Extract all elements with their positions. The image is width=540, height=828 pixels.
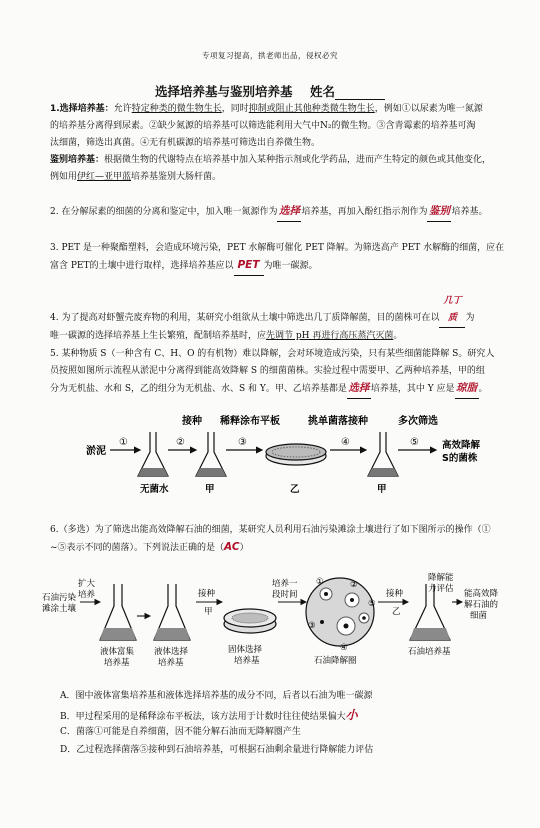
fig2-oilmed-label: 石油培养基 [408,647,451,657]
fig2-soil-line-1: 石油污染 [42,593,77,603]
q5-text: 培养基，其中 Y 应是 [370,384,455,394]
option-b [60,706,500,723]
question-1 [50,101,510,186]
q4-text: 为 [465,313,475,323]
q2-handwritten-answer-1: 选择 [278,205,300,217]
fig1-label-jia-1: 甲 [205,484,215,495]
fig2-cult-line-2: 段时间 [272,590,298,600]
fig2-assess-line-1: 降解能 [428,573,454,583]
fig1-result-line-1: 高效降解 [442,440,481,451]
q6-handwritten-answer: AC [224,541,240,553]
fig2-flask-rich-medium [100,584,136,640]
fig1-label-pick: 挑单菌落接种 [308,416,368,427]
option-d: D．乙过程选择菌落⑤接种到石油培养基，可根据石油剩余量进行降解能力评估 [60,745,374,755]
option-b-handwritten-mark: 小 [345,708,358,722]
q3-line-1: 3. PET 是一种聚酯塑料，会造成环境污染，PET 水解酶可催化 PET 降解。为筛选高产 PET 水解酶的细菌，应在 [50,243,505,253]
fig2-inoc-label-1: 接种 [198,589,216,599]
fig2-jia-label: 甲 [204,607,213,617]
fig1-step-5: ⑤ [410,437,419,448]
q2-text: 培养基，再加入酚红指示剂作为 [301,207,428,217]
q4-blank [439,293,465,328]
q1-text: ，例如①以尿素为唯一氮源 [374,104,483,114]
q1-underline-3: 伊红—亚甲蓝 [77,172,132,182]
q2-text: 培养基。 [451,207,488,217]
q1-text: ，同时 [221,104,249,114]
fig2-solid-line-1: 固体选择 [228,645,263,655]
question-4 [50,293,510,345]
fig2-flask-selective-medium [154,584,190,640]
q3-text: 为唯一碳源。 [263,261,318,271]
question-2 [50,203,510,222]
q4-text: 4. 为了提高对虾蟹壳废弃物的利用，某研究小组欲从土壤中筛选出几丁质降解菌，目的菌株可在以 [50,313,440,323]
question-3 [50,240,510,276]
fig1-step-3: ③ [238,437,247,448]
q5-handwritten-answer-1: 选择 [348,382,370,394]
fig1-flask-medium-jia-1 [196,432,226,476]
fig2-solid-medium-dish [224,609,276,633]
fig1-flask-sterile-water [138,432,168,476]
fig2-solid-line-2: 培养基 [234,656,260,666]
fig2-yi-label: 乙 [392,607,401,617]
q1-line-2: 的培养基分离得到尿素。②缺少氮源的培养基可以筛选能利用大气中N₂的微生物。③含青霉素的培养基可淘 [50,121,476,131]
q2-text: 2. 在分解尿素的细菌的分离和鉴定中，加入唯一氮源作为 [50,207,278,217]
q1-text: 根据微生物的代谢特点在培养基中加入某种指示剂或化学药品，进而产生特定的颜色或其他变化， [104,155,492,165]
fig2-rich-line-2: 培养基 [104,658,130,668]
fig2-rich-line-1: 液体富集 [100,647,135,657]
fig2-cult-line-1: 培养一 [272,579,298,589]
figure-1-isolation-flow [0,410,540,510]
option-b-text: B．甲过程采用的是稀释涂布平板法，该方法用于计数时往往使结果偏大 [60,712,346,722]
page-header: 专项复习提高，拱老师出品，侵权必究 [202,51,338,60]
figure-2-oil-degrading-screen [0,566,540,678]
q1-underline-2: 抑制或阻止其他种类微生物生长 [248,104,375,114]
q1-underline-1: 特定种类的微生物生长 [131,104,222,114]
fig1-mud: 淤泥 [86,446,106,457]
fig1-flask-medium-jia-2 [368,432,398,476]
fig1-label-spread: 稀释涂布平板 [220,416,280,427]
option-a: A．图中液体富集培养基和液体选择培养基的成分不同，后者以石油为唯一碳源 [60,691,373,701]
fig1-label-sterile-water: 无菌水 [140,484,169,495]
q5-line-2: 员按照如图所示流程从淤泥中分离得到能高效降解 S 的细菌菌株。实验过程中需要甲、乙两种培养基，甲的组 [50,366,485,376]
q1-text: 例如用 [50,172,78,182]
q3-text: 富含 PET的土壤中进行取样，选择培养基应以 [50,261,234,271]
fig2-assess-line-2: 力评估 [428,584,454,594]
fig1-label-inoculate: 接种 [182,416,202,427]
q5-handwritten-answer-2: 琼脂 [456,382,478,394]
q4-handwritten-answer: 几丁质 [443,296,462,323]
q5-line-1: 5. 某种物质 S（一种含有 C、H、O 的有机物）难以降解，会对环境造成污染，只有某些细菌能降解 S。研究人 [50,349,495,359]
option-c: C．菌落①可能是自养细菌，因不能分解石油而无降解圈产生 [60,727,301,737]
fig1-step-4: ④ [341,437,350,448]
fig2-result-line-1: 能高效降 [464,589,499,599]
fig2-expand-line-2: 培养 [78,590,96,600]
q2-handwritten-answer-2: 鉴别 [428,205,450,217]
fig2-sel-line-1: 液体选择 [154,647,189,657]
fig2-colony-4: ④ [340,643,348,653]
fig2-circle-label: 石油降解圈 [314,656,357,666]
fig1-label-jia-2: 甲 [377,484,387,495]
q2-blank-1 [277,203,301,222]
fig2-inoc-label-2: 接种 [386,589,404,599]
question-5 [50,346,510,399]
q4-text: 唯一碳源的选择培养基上生长繁殖，配制培养基时，应 [50,331,267,341]
q6-text: ~⑤表示不同的菌落）。下列说法正确的是（ [50,543,225,553]
title-text: 选择培养基与鉴别培养基 [155,84,293,99]
q5-text: 。 [478,384,488,394]
name-blank [335,89,385,100]
q3-blank [234,257,264,276]
fig1-label-screen: 多次筛选 [398,416,438,427]
page-title [0,82,540,100]
q2-blank-2 [427,203,451,222]
q4-underline: 先调节 pH 再进行高压蒸汽灭菌 [266,331,394,341]
q3-handwritten-answer: PET [237,259,260,271]
fig2-soil-line-2: 滩涂土壤 [42,604,77,614]
fig2-colony-2: ② [350,580,358,590]
q4-text: 。 [393,331,403,341]
q1-line-3: 汰细菌，筛选出真菌。④无有机碳源的培养基可筛选出自养微生物。 [50,138,321,148]
fig2-oil-plate [306,578,374,646]
fig1-petri-dish [266,444,326,465]
fig2-colony-1: ① [316,577,324,587]
q5-text: 分为无机盐、水和 S，乙的组分为无机盐、水、S 和 Y。甲、乙培养基都是 [50,384,347,394]
fig1-step-2: ② [176,437,185,448]
fig2-expand-line-1: 扩大 [78,579,96,589]
question-6 [50,522,510,557]
q1-label-differential: 鉴别培养基： [50,155,105,165]
q1-text: 允许 [113,104,132,114]
fig2-result-line-2: 解石油的 [464,600,499,610]
q6-line-1: 6.（多选）为了筛选出能高效降解石油的细菌，某研究人员利用石油污染滩涂土壤进行了如下图所示的操作（① [50,525,491,535]
fig1-step-1: ① [119,437,128,448]
fig1-result-line-2: S的菌株 [442,453,478,464]
q6-text: ） [239,543,249,553]
q5-blank-1 [347,380,371,399]
fig2-sel-line-2: 培养基 [158,658,184,668]
name-label: 姓名 [309,84,335,99]
q1-text: 培养基鉴别大肠杆菌。 [131,172,222,182]
q1-label-selective: 1.选择培养基： [50,104,114,114]
fig2-result-line-3: 细菌 [470,611,488,621]
fig1-label-yi: 乙 [290,484,300,495]
fig2-colony-5: ⑤ [368,599,376,609]
fig2-colony-3: ③ [308,621,316,631]
q5-blank-2 [455,380,479,399]
